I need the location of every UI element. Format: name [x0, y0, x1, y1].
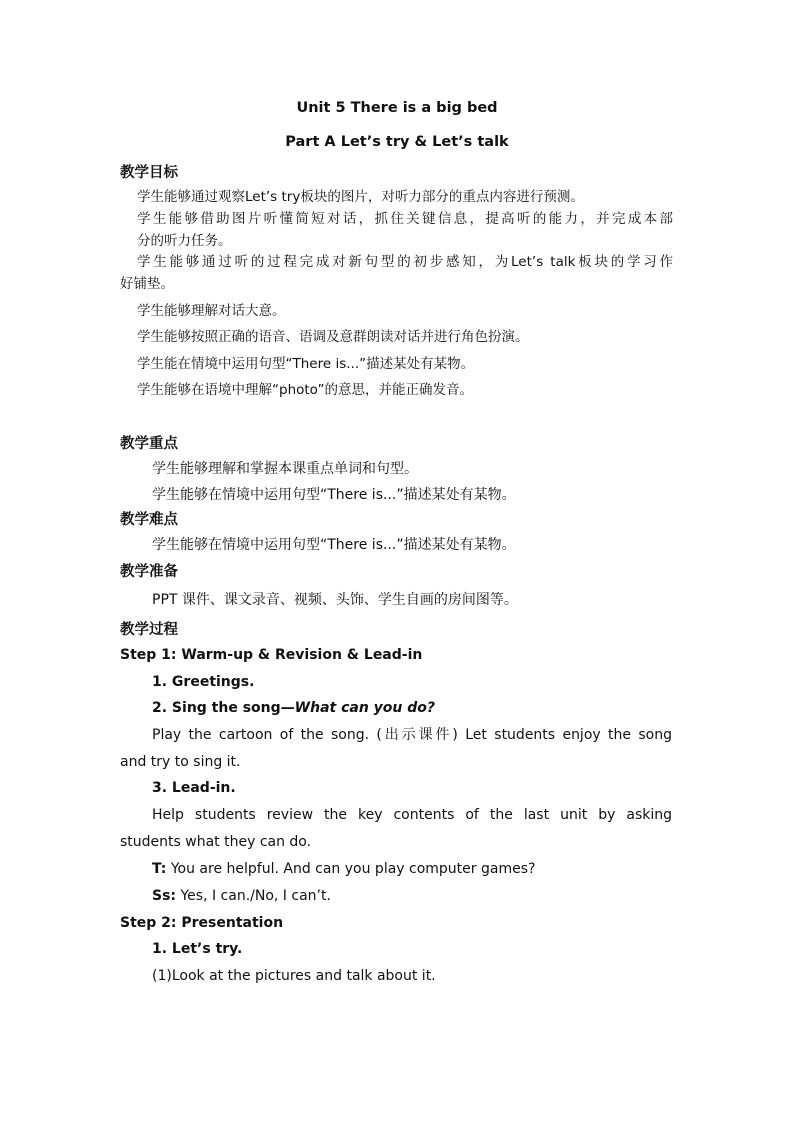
key-points-heading: 教学重点: [120, 436, 178, 452]
song-title: What can you do?: [294, 700, 436, 716]
objectives-heading: 教学目标: [120, 165, 178, 181]
key-point-item: 学生能够在情境中运用句型“There is...”描述某处有某物。: [152, 487, 516, 503]
dialogue-students-line: [152, 883, 331, 909]
process-heading: 教学过程: [120, 622, 178, 638]
objective-item: 学生能够理解对话大意。: [137, 303, 286, 319]
step2-item-lets-try: 1. Let’s try.: [152, 941, 243, 957]
song-lead: 2. Sing the song—: [152, 700, 295, 716]
difficulty-item: 学生能够在情境中运用句型“There is...”描述某处有某物。: [152, 537, 516, 553]
objective-item: 好铺垫。: [120, 276, 174, 292]
step1-cartoon-line: Play the cartoon of the song. (出示课件) Let students enjoy the song: [152, 727, 672, 743]
objective-item: 分的听力任务。: [137, 233, 232, 249]
difficulties-heading: 教学难点: [120, 512, 178, 528]
document-subtitle: Part A Let’s try & Let’s talk: [285, 134, 509, 150]
students-text: Yes, I can./No, I can’t.: [176, 888, 331, 904]
dialogue-teacher-line: [152, 856, 535, 882]
step1-cartoon-line: and try to sing it.: [120, 754, 241, 770]
document-title: Unit 5 There is a big bed: [296, 100, 498, 116]
objective-item: 学生能在情境中运用句型“There is...”描述某处有某物。: [137, 356, 475, 372]
step1-review-line: students what they can do.: [120, 834, 312, 850]
step1-item-song: [152, 695, 435, 721]
objective-item: 学生能够按照正确的语音、语调及意群朗读对话并进行角色扮演。: [137, 329, 529, 345]
step1-item-greetings: 1. Greetings.: [152, 674, 255, 690]
key-point-item: 学生能够理解和掌握本课重点单词和句型。: [152, 461, 418, 477]
preparation-text: PPT 课件、课文录音、视频、头饰、学生自画的房间图等。: [152, 592, 518, 608]
step1-title: Step 1: Warm-up & Revision & Lead-in: [120, 647, 423, 663]
objective-item: 学生能够借助图片听懂简短对话，抓住关键信息，提高听的能力，并完成本部: [137, 211, 673, 227]
step1-review-line: Help students review the key contents of the last unit by asking: [152, 807, 672, 823]
step2-sub-item: (1)Look at the pictures and talk about it.: [152, 968, 436, 984]
speaker-teacher: T:: [152, 861, 167, 877]
step1-item-leadin: 3. Lead-in.: [152, 780, 236, 796]
objective-item: 学生能够通过听的过程完成对新句型的初步感知，为Let’s talk板块的学习作: [137, 254, 673, 270]
step2-title: Step 2: Presentation: [120, 915, 284, 931]
speaker-students: Ss:: [152, 888, 177, 904]
preparation-heading: 教学准备: [120, 564, 178, 580]
objective-item: 学生能够通过观察Let’s try板块的图片，对听力部分的重点内容进行预测。: [137, 189, 584, 205]
objective-item: 学生能够在语境中理解“photo”的意思，并能正确发音。: [137, 382, 473, 398]
teacher-text: You are helpful. And can you play computer games?: [166, 861, 536, 877]
